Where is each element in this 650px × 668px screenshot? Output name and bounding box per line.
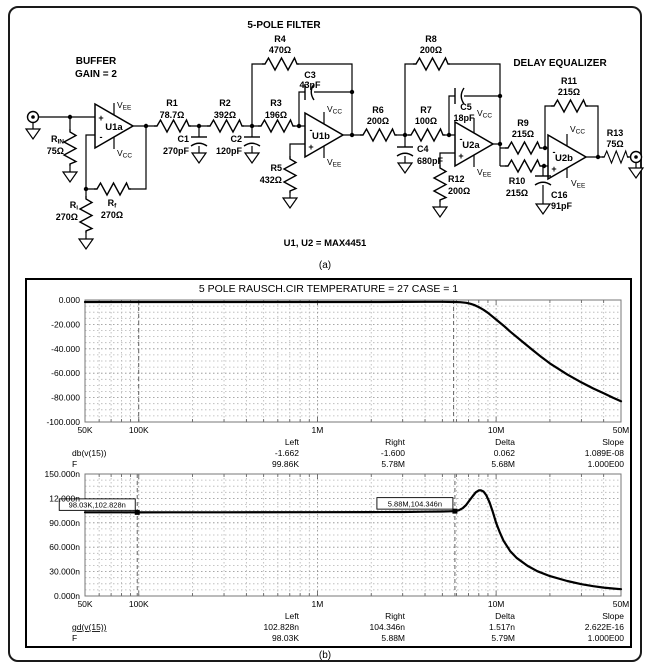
ground-icon: [26, 129, 40, 139]
opamp-u2b: [548, 124, 586, 190]
resistor-r4: [262, 34, 299, 70]
component-name: R4: [274, 34, 286, 44]
y-tick-label: -100.000: [46, 417, 80, 427]
vee-label: VEE: [327, 157, 342, 169]
resistor-r1: [154, 98, 191, 132]
component-value: 270Ω: [55, 212, 78, 222]
stats-row-label: F: [72, 459, 78, 469]
resistor-r9: [505, 118, 542, 154]
stats-value: 5.78M: [381, 459, 405, 469]
delay-equalizer-title: DELAY EQUALIZER: [513, 58, 607, 69]
component-value: 215Ω: [511, 129, 535, 139]
component-value: 75Ω: [606, 139, 624, 149]
y-tick-label: 90.000n: [49, 517, 80, 528]
ground-icon: [536, 204, 550, 214]
x-tick-label: 1M: [311, 425, 324, 435]
y-tick-label: 0.000n: [54, 591, 80, 601]
resistor-r11: [551, 76, 588, 112]
vcc-label: VCC: [327, 104, 343, 116]
filter-title: 5-POLE FILTER: [247, 20, 321, 31]
component-name: R2: [219, 98, 231, 108]
component-value: 470Ω: [268, 45, 292, 55]
stats-value: 1.000E00: [587, 459, 624, 469]
y-tick-label: 150.000n: [44, 470, 80, 479]
stats-value: 1.000E00: [587, 633, 624, 643]
component-value: 432Ω: [259, 175, 282, 185]
x-tick-label: 50M: [612, 599, 630, 609]
ground-icon: [283, 198, 297, 208]
component-value: 196Ω: [264, 110, 288, 120]
minus-sign: -: [459, 134, 463, 144]
opamp-label: U2b: [555, 153, 573, 164]
stats-header: Left: [284, 611, 299, 621]
data-curve: [85, 490, 621, 589]
resistor-ri: [56, 196, 92, 233]
circuit-schematic: [0, 6, 650, 274]
stats-value: -1.600: [380, 448, 405, 458]
x-tick-label: 100K: [128, 425, 149, 435]
y-tick-label: -20.000: [51, 319, 80, 330]
component-value: 91pF: [551, 201, 573, 211]
component-name: C16: [551, 190, 568, 200]
y-tick-label: 12.000n: [49, 493, 80, 504]
component-value: 215Ω: [505, 188, 529, 198]
component-name: R7: [420, 105, 432, 115]
plus-sign: +: [98, 113, 104, 123]
ic-note: U1, U2 = MAX4451: [283, 238, 367, 249]
input-terminal-icon: [28, 112, 39, 123]
stats-row-label: gd(v(15)): [72, 622, 107, 632]
vcc-label: VCC: [477, 108, 493, 120]
ground-icon: [629, 168, 643, 178]
component-name: R3: [270, 98, 282, 108]
component-name: R5: [270, 163, 282, 173]
vcc-label: VCC: [570, 124, 586, 136]
stats-value: 0.062: [493, 448, 515, 458]
component-value: 75Ω: [46, 146, 64, 156]
component-value: 120pF: [215, 146, 242, 156]
plus-sign: +: [458, 151, 464, 161]
component-name: Ri: [69, 200, 78, 212]
stats-value: -1.662: [274, 448, 299, 458]
stats-value: 102.828n: [263, 622, 299, 632]
stats-header: Slope: [602, 611, 624, 621]
component-name: R1: [166, 98, 178, 108]
stats-value: 1.517n: [489, 622, 515, 632]
component-name: C1: [177, 134, 189, 144]
resistor-r7: [408, 105, 445, 141]
component-name: R6: [372, 105, 384, 115]
callout-text: 5.88M,104.346n: [387, 499, 443, 509]
buffer-gain-label: GAIN = 2: [75, 69, 117, 80]
stats-header: Delta: [495, 437, 515, 447]
resistor-r12: [434, 165, 470, 202]
data-curve: [85, 302, 621, 402]
resistor-r2: [207, 98, 244, 132]
resistor-r6: [360, 105, 397, 141]
x-tick-label: 10M: [487, 599, 505, 609]
resistor-rf: [94, 183, 131, 220]
caption-a: (a): [318, 260, 332, 271]
stats-value: 5.79M: [491, 633, 515, 643]
y-tick-label: -60.000: [51, 368, 80, 379]
stats-header: Left: [284, 437, 299, 447]
minus-sign: -: [99, 132, 103, 142]
ground-icon: [433, 207, 447, 217]
component-value: 270pF: [162, 146, 189, 156]
resistor-r5: [260, 156, 296, 193]
y-tick-label: 30.000n: [49, 566, 80, 577]
x-tick-label: 50K: [77, 599, 93, 609]
minus-sign: -: [552, 147, 556, 157]
stats-value: 104.346n: [369, 622, 405, 632]
y-tick-label: 60.000n: [49, 542, 80, 553]
stats-value: 5.88M: [381, 633, 405, 643]
ground-icon: [63, 172, 77, 182]
plus-sign: +: [551, 164, 557, 174]
callout-text: 98.03K,102.828n: [68, 500, 126, 510]
component-name: R10: [508, 176, 526, 186]
magnitude-plot: [27, 296, 632, 470]
y-tick-label: 0.000: [58, 296, 80, 305]
stats-value: 2.622E-16: [584, 622, 624, 632]
stats-value: 1.089E-08: [584, 448, 624, 458]
component-name: R13: [606, 128, 624, 138]
stats-row-label: F: [72, 633, 78, 643]
vee-label: VEE: [477, 167, 492, 179]
buffer-title: BUFFER: [75, 56, 117, 67]
capacitor-c5: [453, 88, 475, 123]
resistor-r10: [505, 160, 542, 198]
ground-icon: [245, 153, 259, 163]
plus-sign: +: [308, 142, 314, 152]
component-name: R9: [517, 118, 529, 128]
component-value: 100Ω: [414, 116, 438, 126]
stats-header: Right: [385, 437, 405, 447]
stats-value: 98.03K: [272, 633, 299, 643]
y-tick-label: -40.000: [51, 343, 80, 354]
component-value: 200Ω: [419, 45, 443, 55]
x-tick-label: 50M: [612, 425, 630, 435]
component-value: 270Ω: [100, 210, 124, 220]
output-terminal-icon: [631, 152, 642, 163]
stats-header: Delta: [495, 611, 515, 621]
minus-sign: -: [309, 125, 313, 135]
vee-label: VEE: [571, 178, 586, 190]
resistor-r3: [258, 98, 295, 132]
component-name: Rf: [107, 198, 117, 210]
stats-header: Slope: [602, 437, 624, 447]
resistor-r13: [602, 128, 629, 163]
resistor-rin: [47, 129, 76, 166]
component-value: 215Ω: [557, 87, 581, 97]
plot-title: 5 POLE RAUSCH.CIR TEMPERATURE = 27 CASE = 1: [198, 283, 459, 295]
component-name: C5: [460, 102, 472, 112]
component-name: R12: [448, 174, 465, 184]
component-name: R8: [425, 34, 437, 44]
component-value: 43pF: [299, 80, 321, 90]
schematic-wires: [33, 64, 636, 239]
vcc-label: VCC: [117, 148, 133, 160]
component-value: 78.7Ω: [159, 110, 185, 120]
simulation-plot-panel: [25, 278, 632, 648]
opamp-label: U2a: [462, 140, 480, 151]
component-value: 18pF: [453, 113, 475, 123]
component-value: 200Ω: [448, 186, 471, 196]
caption-b: (b): [318, 650, 332, 661]
opamp-label: U1a: [105, 122, 123, 133]
component-name: C2: [230, 134, 242, 144]
x-tick-label: 1M: [311, 599, 324, 609]
stats-row-label: db(v(15)): [72, 448, 107, 458]
capacitor-c3: [299, 70, 321, 100]
ground-icon: [398, 163, 412, 173]
x-tick-label: 50K: [77, 425, 93, 435]
stats-value: 5.68M: [491, 459, 515, 469]
stats-value: 99.86K: [272, 459, 299, 469]
component-name: R11: [560, 76, 578, 86]
component-value: 392Ω: [213, 110, 237, 120]
component-value: 200Ω: [366, 116, 390, 126]
component-name: C3: [304, 70, 316, 80]
component-name: RIN: [51, 134, 64, 146]
opamp-label: U1b: [312, 131, 330, 142]
x-tick-label: 100K: [128, 599, 149, 609]
x-tick-label: 10M: [487, 425, 505, 435]
stats-header: Right: [385, 611, 405, 621]
group-delay-plot: [27, 470, 632, 644]
vee-label: VEE: [117, 100, 132, 112]
ground-icon: [192, 153, 206, 163]
resistor-r8: [413, 34, 450, 70]
component-name: C4: [417, 144, 429, 154]
ground-icon: [79, 239, 93, 249]
component-value: 680pF: [417, 156, 444, 166]
y-tick-label: -80.000: [51, 392, 80, 403]
